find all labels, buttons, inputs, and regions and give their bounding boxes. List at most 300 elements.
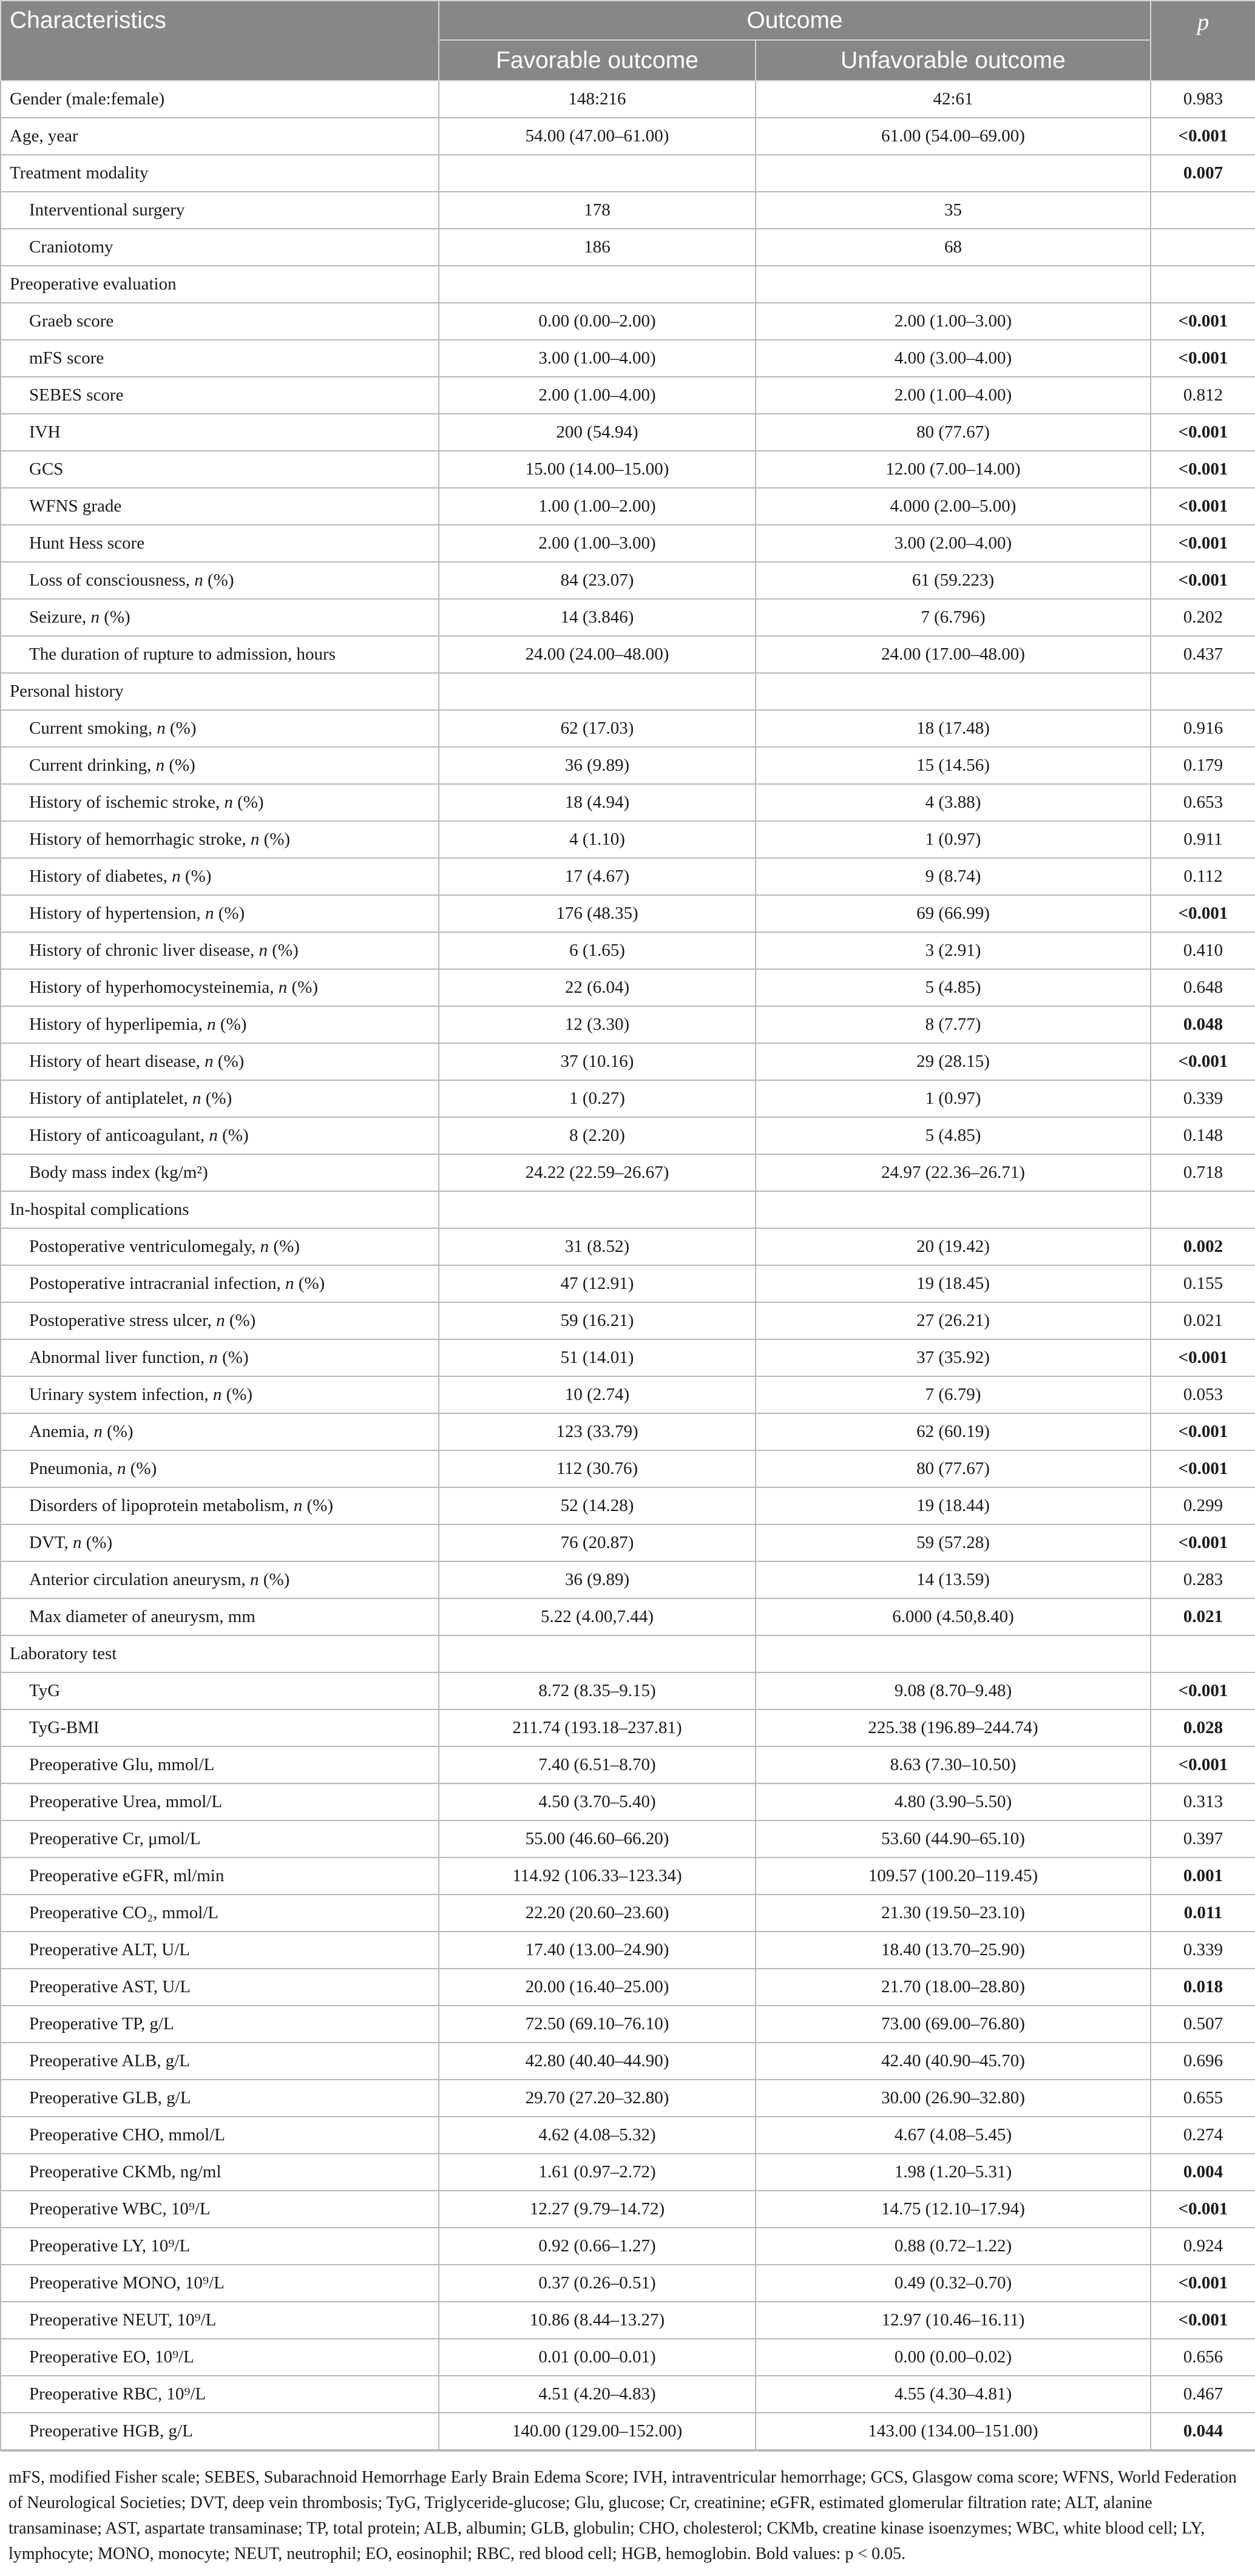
cell-favorable: 17.40 (13.00–24.90) <box>439 1932 756 1969</box>
cell-characteristic: Postoperative ventriculomegaly, n (%) <box>1 1228 439 1265</box>
cell-p-value: 0.202 <box>1151 599 1255 636</box>
cell-characteristic: Postoperative stress ulcer, n (%) <box>1 1302 439 1339</box>
cell-characteristic: Preoperative GLB, g/L <box>1 2080 439 2117</box>
table-row <box>1 303 1255 340</box>
cell-p-value <box>1151 1191 1255 1228</box>
cell-p-value: 0.916 <box>1151 710 1255 747</box>
cell-favorable: 1.00 (1.00–2.00) <box>439 488 756 525</box>
cell-p-value: 0.911 <box>1151 821 1255 858</box>
cell-characteristic: Gender (male:female) <box>1 81 439 118</box>
table-row <box>1 821 1255 858</box>
cell-favorable <box>439 1191 756 1228</box>
cell-unfavorable: 12.00 (7.00–14.00) <box>756 451 1151 488</box>
cell-unfavorable: 1 (0.97) <box>756 1080 1151 1117</box>
cell-characteristic: Preoperative EO, 10⁹/L <box>1 2339 439 2376</box>
cell-unfavorable: 20 (19.42) <box>756 1228 1151 1265</box>
cell-unfavorable: 109.57 (100.20–119.45) <box>756 1858 1151 1895</box>
cell-characteristic: Postoperative intracranial infection, n (%) <box>1 1265 439 1302</box>
cell-unfavorable: 61 (59.223) <box>756 562 1151 599</box>
cell-p-value: 0.155 <box>1151 1265 1255 1302</box>
table-row <box>1 414 1255 451</box>
cell-p-value: 0.983 <box>1151 81 1255 118</box>
cell-favorable: 4.51 (4.20–4.83) <box>439 2376 756 2413</box>
cell-characteristic: Preoperative CKMb, ng/ml <box>1 2154 439 2191</box>
table-row <box>1 2043 1255 2080</box>
cell-characteristic: GCS <box>1 451 439 488</box>
cell-characteristic: Loss of consciousness, n (%) <box>1 562 439 599</box>
cell-p-value: 0.339 <box>1151 1932 1255 1969</box>
cell-characteristic: Interventional surgery <box>1 192 439 229</box>
table-row <box>1 1339 1255 1376</box>
cell-p-value: <0.001 <box>1151 1450 1255 1487</box>
cell-favorable: 18 (4.94) <box>439 784 756 821</box>
cell-unfavorable: 68 <box>756 229 1151 266</box>
cell-favorable: 54.00 (47.00–61.00) <box>439 118 756 155</box>
cell-characteristic: mFS score <box>1 340 439 377</box>
cell-characteristic: SEBES score <box>1 377 439 414</box>
cell-favorable: 72.50 (69.10–76.10) <box>439 2006 756 2043</box>
cell-favorable: 8.72 (8.35–9.15) <box>439 1672 756 1709</box>
cell-unfavorable: 15 (14.56) <box>756 747 1151 784</box>
cell-p-value: 0.028 <box>1151 1709 1255 1746</box>
cell-favorable: 8 (2.20) <box>439 1117 756 1154</box>
cell-favorable: 123 (33.79) <box>439 1413 756 1450</box>
cell-unfavorable: 12.97 (10.46–16.11) <box>756 2302 1151 2339</box>
cell-p-value: 0.339 <box>1151 1080 1255 1117</box>
cell-favorable: 186 <box>439 229 756 266</box>
table-row <box>1 1672 1255 1709</box>
table-row <box>1 1858 1255 1895</box>
cell-unfavorable: 37 (35.92) <box>756 1339 1151 1376</box>
table-row <box>1 266 1255 303</box>
cell-p-value: 0.001 <box>1151 1858 1255 1895</box>
table-row <box>1 1117 1255 1154</box>
cell-unfavorable: 27 (26.21) <box>756 1302 1151 1339</box>
table-row <box>1 747 1255 784</box>
cell-favorable: 36 (9.89) <box>439 747 756 784</box>
cell-favorable: 22 (6.04) <box>439 969 756 1006</box>
table-body <box>1 81 1255 2450</box>
cell-p-value: <0.001 <box>1151 451 1255 488</box>
cell-unfavorable: 9 (8.74) <box>756 858 1151 895</box>
table-row <box>1 2376 1255 2413</box>
cell-unfavorable: 143.00 (134.00–151.00) <box>756 2413 1151 2450</box>
cell-p-value: 0.437 <box>1151 636 1255 673</box>
cell-p-value: <0.001 <box>1151 1672 1255 1709</box>
table-row <box>1 636 1255 673</box>
table-row <box>1 969 1255 1006</box>
cell-p-value: <0.001 <box>1151 118 1255 155</box>
table-row <box>1 1302 1255 1339</box>
table-row <box>1 118 1255 155</box>
cell-unfavorable: 4.00 (3.00–4.00) <box>756 340 1151 377</box>
cell-favorable: 36 (9.89) <box>439 1561 756 1598</box>
cell-characteristic: Preoperative CO₂, mmol/L <box>1 1895 439 1932</box>
cell-favorable: 37 (10.16) <box>439 1043 756 1080</box>
cell-characteristic: History of antiplatelet, n (%) <box>1 1080 439 1117</box>
cell-characteristic: Preoperative AST, U/L <box>1 1969 439 2006</box>
cell-favorable: 4.50 (3.70–5.40) <box>439 1783 756 1820</box>
cell-favorable: 6 (1.65) <box>439 932 756 969</box>
table-row <box>1 1561 1255 1598</box>
cell-characteristic: Craniotomy <box>1 229 439 266</box>
cell-p-value: <0.001 <box>1151 303 1255 340</box>
cell-favorable: 178 <box>439 192 756 229</box>
cell-characteristic: Preoperative HGB, g/L <box>1 2413 439 2450</box>
cell-favorable: 1 (0.27) <box>439 1080 756 1117</box>
table-row <box>1 1709 1255 1746</box>
cell-characteristic: Preoperative evaluation <box>1 266 439 303</box>
cell-unfavorable <box>756 266 1151 303</box>
header-characteristics: Characteristics <box>1 1 439 81</box>
table-row <box>1 599 1255 636</box>
cell-p-value: 0.004 <box>1151 2154 1255 2191</box>
table-row <box>1 1265 1255 1302</box>
cell-p-value: <0.001 <box>1151 1339 1255 1376</box>
cell-p-value: 0.812 <box>1151 377 1255 414</box>
cell-characteristic: In-hospital complications <box>1 1191 439 1228</box>
cell-p-value: 0.274 <box>1151 2117 1255 2154</box>
cell-p-value: 0.397 <box>1151 1820 1255 1858</box>
table-row <box>1 2265 1255 2302</box>
cell-characteristic: TyG-BMI <box>1 1709 439 1746</box>
table-row <box>1 451 1255 488</box>
cell-unfavorable: 80 (77.67) <box>756 1450 1151 1487</box>
cell-p-value: <0.001 <box>1151 525 1255 562</box>
cell-favorable: 14 (3.846) <box>439 599 756 636</box>
cell-favorable: 114.92 (106.33–123.34) <box>439 1858 756 1895</box>
cell-unfavorable: 73.00 (69.00–76.80) <box>756 2006 1151 2043</box>
cell-favorable: 51 (14.01) <box>439 1339 756 1376</box>
cell-p-value: <0.001 <box>1151 488 1255 525</box>
cell-characteristic: Preoperative ALT, U/L <box>1 1932 439 1969</box>
cell-p-value: <0.001 <box>1151 895 1255 932</box>
cell-p-value: <0.001 <box>1151 2302 1255 2339</box>
cell-characteristic: Preoperative WBC, 10⁹/L <box>1 2191 439 2228</box>
cell-p-value: 0.044 <box>1151 2413 1255 2450</box>
cell-favorable <box>439 673 756 710</box>
cell-unfavorable: 4.000 (2.00–5.00) <box>756 488 1151 525</box>
cell-characteristic: Current smoking, n (%) <box>1 710 439 747</box>
cell-p-value: 0.283 <box>1151 1561 1255 1598</box>
cell-favorable: 4 (1.10) <box>439 821 756 858</box>
cell-favorable: 20.00 (16.40–25.00) <box>439 1969 756 2006</box>
cell-favorable: 7.40 (6.51–8.70) <box>439 1746 756 1783</box>
cell-favorable: 59 (16.21) <box>439 1302 756 1339</box>
cell-characteristic: Hunt Hess score <box>1 525 439 562</box>
table-row <box>1 562 1255 599</box>
cell-unfavorable: 3.00 (2.00–4.00) <box>756 525 1151 562</box>
table-row <box>1 2117 1255 2154</box>
table-row <box>1 2339 1255 2376</box>
cell-p-value: 0.299 <box>1151 1487 1255 1524</box>
cell-p-value: <0.001 <box>1151 414 1255 451</box>
cell-characteristic: Max diameter of aneurysm, mm <box>1 1598 439 1635</box>
table-row <box>1 1376 1255 1413</box>
cell-characteristic: Laboratory test <box>1 1635 439 1672</box>
cell-favorable <box>439 1635 756 1672</box>
table-row <box>1 81 1255 118</box>
cell-favorable <box>439 266 756 303</box>
cell-p-value: <0.001 <box>1151 2191 1255 2228</box>
cell-p-value: <0.001 <box>1151 1524 1255 1561</box>
table-row <box>1 1413 1255 1450</box>
cell-favorable: 52 (14.28) <box>439 1487 756 1524</box>
table-row <box>1 895 1255 932</box>
cell-characteristic: Anemia, n (%) <box>1 1413 439 1450</box>
cell-p-value: 0.002 <box>1151 1228 1255 1265</box>
cell-favorable: 3.00 (1.00–4.00) <box>439 340 756 377</box>
cell-unfavorable: 18 (17.48) <box>756 710 1151 747</box>
table-row <box>1 2006 1255 2043</box>
table-row <box>1 932 1255 969</box>
cell-characteristic: History of hemorrhagic stroke, n (%) <box>1 821 439 858</box>
cell-unfavorable: 4.67 (4.08–5.45) <box>756 2117 1151 2154</box>
cell-unfavorable: 42.40 (40.90–45.70) <box>756 2043 1151 2080</box>
table-footnote: mFS, modified Fisher scale; SEBES, Subarachnoid Hemorrhage Early Brain Edema Score; IVH, intraventricular hemorrhage; GCS, Glasgow coma score; WFNS, World Federation of Neurological Societies; DVT, deep vein thrombosis; TyG, Triglyceride-glucose; Glu, glucose; Cr, creatinine; eGFR, estimated glomerular filtration rate; ALT, alanine transaminase; AST, aspartate transaminase; TP, total protein; ALB, albumin; GLB, globulin; CHO, cholesterol; CKMb, creatine kinase isoenzymes; WBC, white blood cell; LY, lymphocyte; MONO, monocyte; NEUT, neutrophil; EO, eosinophil; RBC, red blood cell; HGB, hemoglobin. Bold values: p < 0.05. <box>0 2450 1255 2567</box>
table-row <box>1 1043 1255 1080</box>
cell-characteristic: Preoperative ALB, g/L <box>1 2043 439 2080</box>
cell-p-value: 0.410 <box>1151 932 1255 969</box>
cell-p-value <box>1151 229 1255 266</box>
cell-unfavorable: 5 (4.85) <box>756 1117 1151 1154</box>
cell-characteristic: The duration of rupture to admission, hours <box>1 636 439 673</box>
cell-p-value: 0.718 <box>1151 1154 1255 1191</box>
cell-unfavorable: 62 (60.19) <box>756 1413 1151 1450</box>
cell-characteristic: History of hypertension, n (%) <box>1 895 439 932</box>
cell-unfavorable <box>756 1191 1151 1228</box>
header-outcome: Outcome <box>439 1 1151 40</box>
table-row <box>1 488 1255 525</box>
cell-p-value <box>1151 192 1255 229</box>
cell-unfavorable: 7 (6.796) <box>756 599 1151 636</box>
cell-p-value: 0.507 <box>1151 2006 1255 2043</box>
table-row <box>1 377 1255 414</box>
cell-p-value: <0.001 <box>1151 1043 1255 1080</box>
cell-unfavorable: 30.00 (26.90–32.80) <box>756 2080 1151 2117</box>
cell-favorable: 200 (54.94) <box>439 414 756 451</box>
cell-characteristic: Preoperative LY, 10⁹/L <box>1 2228 439 2265</box>
cell-characteristic: Preoperative TP, g/L <box>1 2006 439 2043</box>
cell-favorable: 17 (4.67) <box>439 858 756 895</box>
cell-unfavorable: 6.000 (4.50,8.40) <box>756 1598 1151 1635</box>
cell-favorable: 31 (8.52) <box>439 1228 756 1265</box>
cell-unfavorable: 61.00 (54.00–69.00) <box>756 118 1151 155</box>
table-row <box>1 710 1255 747</box>
cell-favorable: 1.61 (0.97–2.72) <box>439 2154 756 2191</box>
cell-unfavorable: 3 (2.91) <box>756 932 1151 969</box>
cell-favorable: 112 (30.76) <box>439 1450 756 1487</box>
cell-unfavorable: 4 (3.88) <box>756 784 1151 821</box>
cell-favorable: 22.20 (20.60–23.60) <box>439 1895 756 1932</box>
table-row <box>1 1820 1255 1858</box>
cell-p-value <box>1151 673 1255 710</box>
cell-unfavorable: 8 (7.77) <box>756 1006 1151 1043</box>
cell-characteristic: Preoperative RBC, 10⁹/L <box>1 2376 439 2413</box>
cell-unfavorable: 80 (77.67) <box>756 414 1151 451</box>
cell-favorable: 42.80 (40.40–44.90) <box>439 2043 756 2080</box>
cell-characteristic: History of anticoagulant, n (%) <box>1 1117 439 1154</box>
table-row <box>1 2080 1255 2117</box>
cell-p-value: 0.112 <box>1151 858 1255 895</box>
table-row <box>1 229 1255 266</box>
cell-favorable: 76 (20.87) <box>439 1524 756 1561</box>
cell-characteristic: IVH <box>1 414 439 451</box>
cell-unfavorable: 4.55 (4.30–4.81) <box>756 2376 1151 2413</box>
cell-characteristic: Preoperative Cr, μmol/L <box>1 1820 439 1858</box>
cell-p-value: 0.696 <box>1151 2043 1255 2080</box>
cell-characteristic: History of hyperlipemia, n (%) <box>1 1006 439 1043</box>
header-favorable-outcome: Favorable outcome <box>439 40 756 81</box>
cell-unfavorable: 69 (66.99) <box>756 895 1151 932</box>
cell-unfavorable: 7 (6.79) <box>756 1376 1151 1413</box>
cell-favorable: 62 (17.03) <box>439 710 756 747</box>
cell-characteristic: Preoperative Urea, mmol/L <box>1 1783 439 1820</box>
cell-favorable: 24.00 (24.00–48.00) <box>439 636 756 673</box>
cell-favorable: 2.00 (1.00–4.00) <box>439 377 756 414</box>
cell-unfavorable <box>756 155 1151 192</box>
cell-p-value: 0.656 <box>1151 2339 1255 2376</box>
cell-p-value: 0.179 <box>1151 747 1255 784</box>
cell-favorable: 84 (23.07) <box>439 562 756 599</box>
cell-characteristic: TyG <box>1 1672 439 1709</box>
cell-characteristic: Disorders of lipoprotein metabolism, n (%) <box>1 1487 439 1524</box>
table-row <box>1 525 1255 562</box>
cell-favorable: 15.00 (14.00–15.00) <box>439 451 756 488</box>
cell-p-value: 0.655 <box>1151 2080 1255 2117</box>
cell-characteristic: Pneumonia, n (%) <box>1 1450 439 1487</box>
cell-favorable: 12 (3.30) <box>439 1006 756 1043</box>
table-row <box>1 1524 1255 1561</box>
cell-characteristic: Preoperative Glu, mmol/L <box>1 1746 439 1783</box>
cell-characteristic: Graeb score <box>1 303 439 340</box>
cell-favorable: 0.92 (0.66–1.27) <box>439 2228 756 2265</box>
cell-unfavorable: 1.98 (1.20–5.31) <box>756 2154 1151 2191</box>
cell-unfavorable: 21.30 (19.50–23.10) <box>756 1895 1151 1932</box>
cell-favorable: 55.00 (46.60–66.20) <box>439 1820 756 1858</box>
cell-p-value <box>1151 266 1255 303</box>
cell-unfavorable: 29 (28.15) <box>756 1043 1151 1080</box>
cell-unfavorable <box>756 1635 1151 1672</box>
cell-favorable: 10 (2.74) <box>439 1376 756 1413</box>
cell-favorable: 29.70 (27.20–32.80) <box>439 2080 756 2117</box>
cell-favorable: 4.62 (4.08–5.32) <box>439 2117 756 2154</box>
cell-characteristic: Body mass index (kg/m²) <box>1 1154 439 1191</box>
cell-p-value: 0.018 <box>1151 1969 1255 2006</box>
table-row <box>1 1969 1255 2006</box>
cell-unfavorable: 5 (4.85) <box>756 969 1151 1006</box>
cell-p-value: 0.924 <box>1151 2228 1255 2265</box>
cell-characteristic: History of heart disease, n (%) <box>1 1043 439 1080</box>
cell-characteristic: Seizure, n (%) <box>1 599 439 636</box>
table-row <box>1 1746 1255 1783</box>
cell-p-value: <0.001 <box>1151 562 1255 599</box>
cell-characteristic: WFNS grade <box>1 488 439 525</box>
cell-characteristic: Preoperative NEUT, 10⁹/L <box>1 2302 439 2339</box>
cell-characteristic: Personal history <box>1 673 439 710</box>
cell-characteristic: History of hyperhomocysteinemia, n (%) <box>1 969 439 1006</box>
cell-favorable: 10.86 (8.44–13.27) <box>439 2302 756 2339</box>
cell-p-value: 0.148 <box>1151 1117 1255 1154</box>
cell-unfavorable: 2.00 (1.00–4.00) <box>756 377 1151 414</box>
cell-p-value: <0.001 <box>1151 1746 1255 1783</box>
cell-p-value: 0.053 <box>1151 1376 1255 1413</box>
cell-p-value: 0.007 <box>1151 155 1255 192</box>
table-row <box>1 1006 1255 1043</box>
table-row <box>1 1635 1255 1672</box>
table-row <box>1 1487 1255 1524</box>
cell-unfavorable: 24.00 (17.00–48.00) <box>756 636 1151 673</box>
table-row <box>1 1228 1255 1265</box>
table-row <box>1 155 1255 192</box>
cell-unfavorable: 0.49 (0.32–0.70) <box>756 2265 1151 2302</box>
cell-characteristic: Treatment modality <box>1 155 439 192</box>
cell-characteristic: History of diabetes, n (%) <box>1 858 439 895</box>
cell-favorable: 140.00 (129.00–152.00) <box>439 2413 756 2450</box>
cell-unfavorable: 2.00 (1.00–3.00) <box>756 303 1151 340</box>
table-row <box>1 2302 1255 2339</box>
cell-p-value: 0.648 <box>1151 969 1255 1006</box>
cell-p-value: <0.001 <box>1151 2265 1255 2302</box>
table-row <box>1 1598 1255 1635</box>
cell-p-value: <0.001 <box>1151 340 1255 377</box>
cell-unfavorable: 4.80 (3.90–5.50) <box>756 1783 1151 1820</box>
cell-unfavorable: 14.75 (12.10–17.94) <box>756 2191 1151 2228</box>
cell-p-value: 0.313 <box>1151 1783 1255 1820</box>
cell-favorable <box>439 155 756 192</box>
cell-unfavorable: 18.40 (13.70–25.90) <box>756 1932 1151 1969</box>
table-row <box>1 1783 1255 1820</box>
table-row <box>1 673 1255 710</box>
cell-unfavorable: 0.88 (0.72–1.22) <box>756 2228 1151 2265</box>
cell-p-value: 0.467 <box>1151 2376 1255 2413</box>
cell-characteristic: Urinary system infection, n (%) <box>1 1376 439 1413</box>
table-row <box>1 858 1255 895</box>
cell-p-value: 0.048 <box>1151 1006 1255 1043</box>
cell-unfavorable: 0.00 (0.00–0.02) <box>756 2339 1151 2376</box>
table-row <box>1 2191 1255 2228</box>
cell-favorable: 12.27 (9.79–14.72) <box>439 2191 756 2228</box>
table-row <box>1 1932 1255 1969</box>
cell-favorable: 5.22 (4.00,7.44) <box>439 1598 756 1635</box>
table-row <box>1 1191 1255 1228</box>
table-row <box>1 784 1255 821</box>
cell-unfavorable: 59 (57.28) <box>756 1524 1151 1561</box>
table-row <box>1 1895 1255 1932</box>
table-row <box>1 1080 1255 1117</box>
cell-unfavorable: 9.08 (8.70–9.48) <box>756 1672 1151 1709</box>
cell-favorable: 2.00 (1.00–3.00) <box>439 525 756 562</box>
header-p-value: p <box>1151 1 1255 81</box>
cell-characteristic: DVT, n (%) <box>1 1524 439 1561</box>
cell-unfavorable: 1 (0.97) <box>756 821 1151 858</box>
cell-characteristic: Current drinking, n (%) <box>1 747 439 784</box>
cell-unfavorable: 8.63 (7.30–10.50) <box>756 1746 1151 1783</box>
cell-unfavorable: 24.97 (22.36–26.71) <box>756 1154 1151 1191</box>
cell-p-value <box>1151 1635 1255 1672</box>
cell-unfavorable <box>756 673 1151 710</box>
table-header <box>1 1 1255 81</box>
cell-unfavorable: 21.70 (18.00–28.80) <box>756 1969 1151 2006</box>
cell-unfavorable: 14 (13.59) <box>756 1561 1151 1598</box>
cell-favorable: 0.37 (0.26–0.51) <box>439 2265 756 2302</box>
cell-characteristic: Preoperative eGFR, ml/min <box>1 1858 439 1895</box>
cell-characteristic: Preoperative CHO, mmol/L <box>1 2117 439 2154</box>
cell-unfavorable: 225.38 (196.89–244.74) <box>756 1709 1151 1746</box>
header-unfavorable-outcome: Unfavorable outcome <box>756 40 1151 81</box>
cell-unfavorable: 42:61 <box>756 81 1151 118</box>
cell-favorable: 148:216 <box>439 81 756 118</box>
